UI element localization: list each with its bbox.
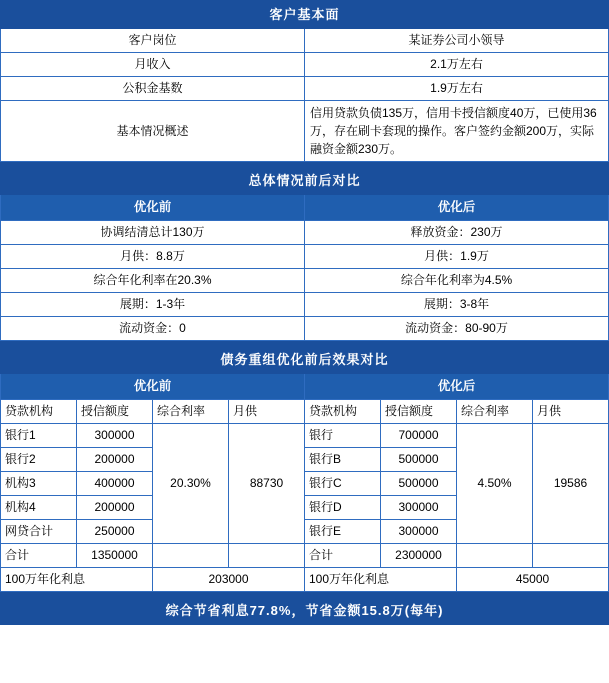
section3-title: 债务重组优化前后效果对比	[1, 346, 609, 374]
before-amount-3: 200000	[77, 496, 153, 520]
profile-value-fund-base: 1.9万左右	[305, 77, 609, 101]
col-before-amount: 授信额度	[77, 400, 153, 424]
overall-before-3: 展期：1-3年	[1, 293, 305, 317]
before-org-3: 机构4	[1, 496, 77, 520]
after-rate: 4.50%	[457, 424, 533, 544]
table-row	[1, 29, 609, 53]
before-footer-value: 203000	[153, 568, 305, 592]
section3-column-row	[1, 400, 609, 424]
before-monthly: 88730	[229, 424, 305, 544]
section3-header-row	[1, 374, 609, 400]
after-amount-1: 500000	[381, 448, 457, 472]
overall-before-0: 协调结清总计130万	[1, 221, 305, 245]
table-row	[1, 77, 609, 101]
table-row	[1, 424, 609, 448]
after-footer-value: 45000	[457, 568, 609, 592]
after-amount-total: 2300000	[381, 544, 457, 568]
before-org-0: 银行1	[1, 424, 77, 448]
footer-summary: 综合节省利息77.8%，节省金额15.8万(每年)	[1, 597, 609, 625]
before-monthly-blank	[229, 544, 305, 568]
table-row	[1, 245, 609, 269]
table-row-total	[1, 544, 609, 568]
before-amount-4: 250000	[77, 520, 153, 544]
after-amount-4: 300000	[381, 520, 457, 544]
after-amount-0: 700000	[381, 424, 457, 448]
section2-header-after: 优化后	[305, 195, 609, 221]
overall-before-1: 月供：8.8万	[1, 245, 305, 269]
before-amount-0: 300000	[77, 424, 153, 448]
section3-header-before: 优化前	[1, 374, 305, 400]
table-row	[1, 53, 609, 77]
table-row	[1, 269, 609, 293]
summary-row	[1, 101, 609, 162]
section2-header-row	[1, 195, 609, 221]
section3-header-after: 优化后	[305, 374, 609, 400]
table-row-footer	[1, 568, 609, 592]
section-customer-profile	[0, 0, 609, 162]
overall-after-4: 流动资金：80-90万	[305, 317, 609, 341]
overall-before-4: 流动资金：0	[1, 317, 305, 341]
summary-text: 信用贷款负债135万，信用卡授信额度40万，已使用36万，存在刷卡套现的操作。客户签约金额200万，实际融资金额230万。	[305, 101, 609, 162]
table-row	[1, 293, 609, 317]
after-rate-blank	[457, 544, 533, 568]
before-rate-blank	[153, 544, 229, 568]
section3-title-row	[1, 346, 609, 374]
profile-label-income: 月收入	[1, 53, 305, 77]
section1-title-row	[1, 1, 609, 29]
profile-label-position: 客户岗位	[1, 29, 305, 53]
overall-after-0: 释放资金：230万	[305, 221, 609, 245]
section2-title-row	[1, 167, 609, 195]
footer-row	[1, 597, 609, 625]
table-row	[1, 221, 609, 245]
overall-after-3: 展期：3-8年	[305, 293, 609, 317]
before-amount-total: 1350000	[77, 544, 153, 568]
overall-before-2: 综合年化利率在20.3%	[1, 269, 305, 293]
col-after-amount: 授信额度	[381, 400, 457, 424]
after-org-2: 银行C	[305, 472, 381, 496]
overall-after-2: 综合年化利率为4.5%	[305, 269, 609, 293]
table-row	[1, 317, 609, 341]
before-org-4: 网贷合计	[1, 520, 77, 544]
before-org-total: 合计	[1, 544, 77, 568]
col-before-org: 贷款机构	[1, 400, 77, 424]
section-debt-restructure	[0, 345, 609, 592]
summary-label: 基本情况概述	[1, 101, 305, 162]
section2-title: 总体情况前后对比	[1, 167, 609, 195]
after-monthly-blank	[533, 544, 609, 568]
profile-label-fund-base: 公积金基数	[1, 77, 305, 101]
section2-header-before: 优化前	[1, 195, 305, 221]
col-after-org: 贷款机构	[305, 400, 381, 424]
after-amount-3: 300000	[381, 496, 457, 520]
col-before-rate: 综合利率	[153, 400, 229, 424]
after-amount-2: 500000	[381, 472, 457, 496]
after-org-0: 银行	[305, 424, 381, 448]
profile-value-position: 某证券公司小领导	[305, 29, 609, 53]
col-after-rate: 综合利率	[457, 400, 533, 424]
before-org-2: 机构3	[1, 472, 77, 496]
profile-value-income: 2.1万左右	[305, 53, 609, 77]
after-org-1: 银行B	[305, 448, 381, 472]
col-after-monthly: 月供	[533, 400, 609, 424]
after-org-4: 银行E	[305, 520, 381, 544]
after-footer-label: 100万年化利息	[305, 568, 457, 592]
section-footer	[0, 596, 609, 625]
before-amount-2: 400000	[77, 472, 153, 496]
before-org-1: 银行2	[1, 448, 77, 472]
after-monthly: 19586	[533, 424, 609, 544]
after-org-total: 合计	[305, 544, 381, 568]
col-before-monthly: 月供	[229, 400, 305, 424]
before-amount-1: 200000	[77, 448, 153, 472]
section1-title: 客户基本面	[1, 1, 609, 29]
before-rate: 20.30%	[153, 424, 229, 544]
after-org-3: 银行D	[305, 496, 381, 520]
section-overall-comparison	[0, 166, 609, 341]
before-footer-label: 100万年化利息	[1, 568, 153, 592]
overall-after-1: 月供：1.9万	[305, 245, 609, 269]
